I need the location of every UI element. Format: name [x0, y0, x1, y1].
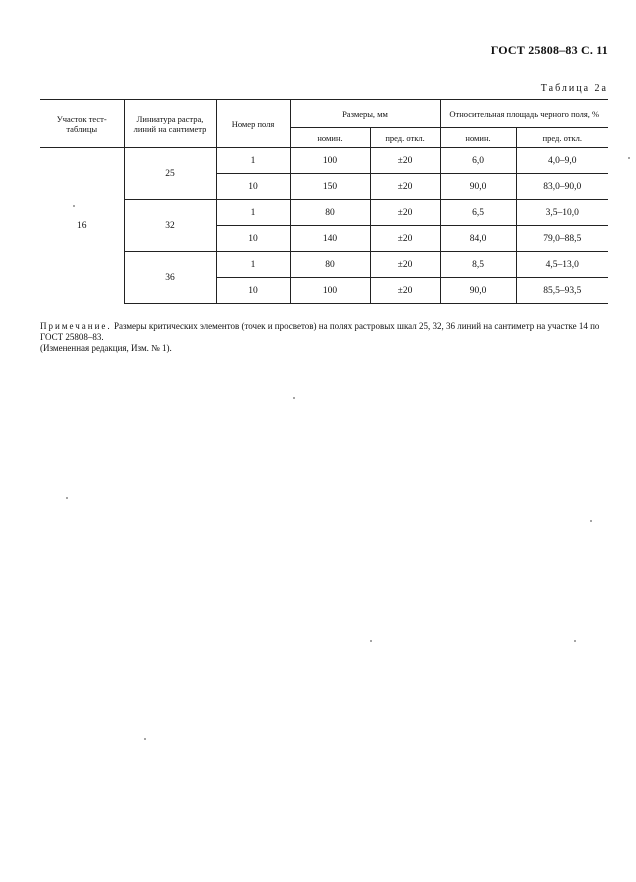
header-size-nom: номин. [290, 128, 370, 148]
area-nom-cell: 6,5 [440, 200, 516, 226]
size-nom-cell: 150 [290, 174, 370, 200]
size-nom-cell: 100 [290, 148, 370, 174]
note-text: Размеры критических элементов (точек и просветов) на полях растровых шкал 25, 32, 36 линий на сантиметр на участке 14 по ГОСТ 25808–83. [40, 321, 600, 342]
area-nom-cell: 90,0 [440, 278, 516, 304]
size-dev-cell: ±20 [370, 278, 440, 304]
size-nom-cell: 100 [290, 278, 370, 304]
scan-speck [73, 205, 75, 207]
field-cell: 1 [216, 252, 290, 278]
area-dev-cell: 4,0–9,0 [516, 148, 608, 174]
header-area-nom: номин. [440, 128, 516, 148]
header-size-dev: пред. откл. [370, 128, 440, 148]
header-part: Участок тест-таблицы [40, 100, 124, 148]
size-dev-cell: ±20 [370, 148, 440, 174]
table-row [40, 148, 608, 174]
table-note [40, 321, 610, 354]
field-cell: 1 [216, 200, 290, 226]
header-field-no: Номер поля [216, 100, 290, 148]
size-dev-cell: ±20 [370, 174, 440, 200]
field-cell: 10 [216, 174, 290, 200]
field-cell: 1 [216, 148, 290, 174]
table-row [40, 252, 608, 278]
lineature-cell: 36 [124, 252, 216, 304]
area-dev-cell: 3,5–10,0 [516, 200, 608, 226]
size-dev-cell: ±20 [370, 200, 440, 226]
page-header: ГОСТ 25808–83 С. 11 [490, 43, 608, 57]
note-lead: Примечание. [40, 321, 112, 331]
scan-speck [574, 640, 576, 642]
table-row [40, 200, 608, 226]
scan-speck [590, 520, 592, 522]
header-area-dev: пред. откл. [516, 128, 608, 148]
header-area: Относительная площадь черного поля, % [440, 100, 608, 128]
header-sizes: Размеры, мм [290, 100, 440, 128]
size-dev-cell: ±20 [370, 226, 440, 252]
area-dev-cell: 79,0–88,5 [516, 226, 608, 252]
note-revision: (Измененная редакция, Изм. № 1). [40, 343, 172, 353]
area-nom-cell: 8,5 [440, 252, 516, 278]
area-nom-cell: 84,0 [440, 226, 516, 252]
area-dev-cell: 85,5–93,5 [516, 278, 608, 304]
scan-speck [370, 640, 372, 642]
scan-speck [293, 397, 295, 399]
area-nom-cell: 90,0 [440, 174, 516, 200]
size-nom-cell: 140 [290, 226, 370, 252]
field-cell: 10 [216, 278, 290, 304]
area-dev-cell: 83,0–90,0 [516, 174, 608, 200]
lineature-cell: 32 [124, 200, 216, 252]
data-table [40, 99, 608, 304]
field-cell: 10 [216, 226, 290, 252]
area-nom-cell: 6,0 [440, 148, 516, 174]
scan-speck [628, 157, 630, 159]
lineature-cell: 25 [124, 148, 216, 200]
scan-speck [66, 497, 68, 499]
table-label: Таблица 2а [540, 83, 608, 94]
scan-speck [144, 738, 146, 740]
header-lineature: Линиатура растра, линий на сантиметр [124, 100, 216, 148]
size-dev-cell: ±20 [370, 252, 440, 278]
size-nom-cell: 80 [290, 252, 370, 278]
part-cell: 16 [40, 148, 124, 304]
size-nom-cell: 80 [290, 200, 370, 226]
area-dev-cell: 4,5–13,0 [516, 252, 608, 278]
note-paragraph [40, 321, 610, 343]
